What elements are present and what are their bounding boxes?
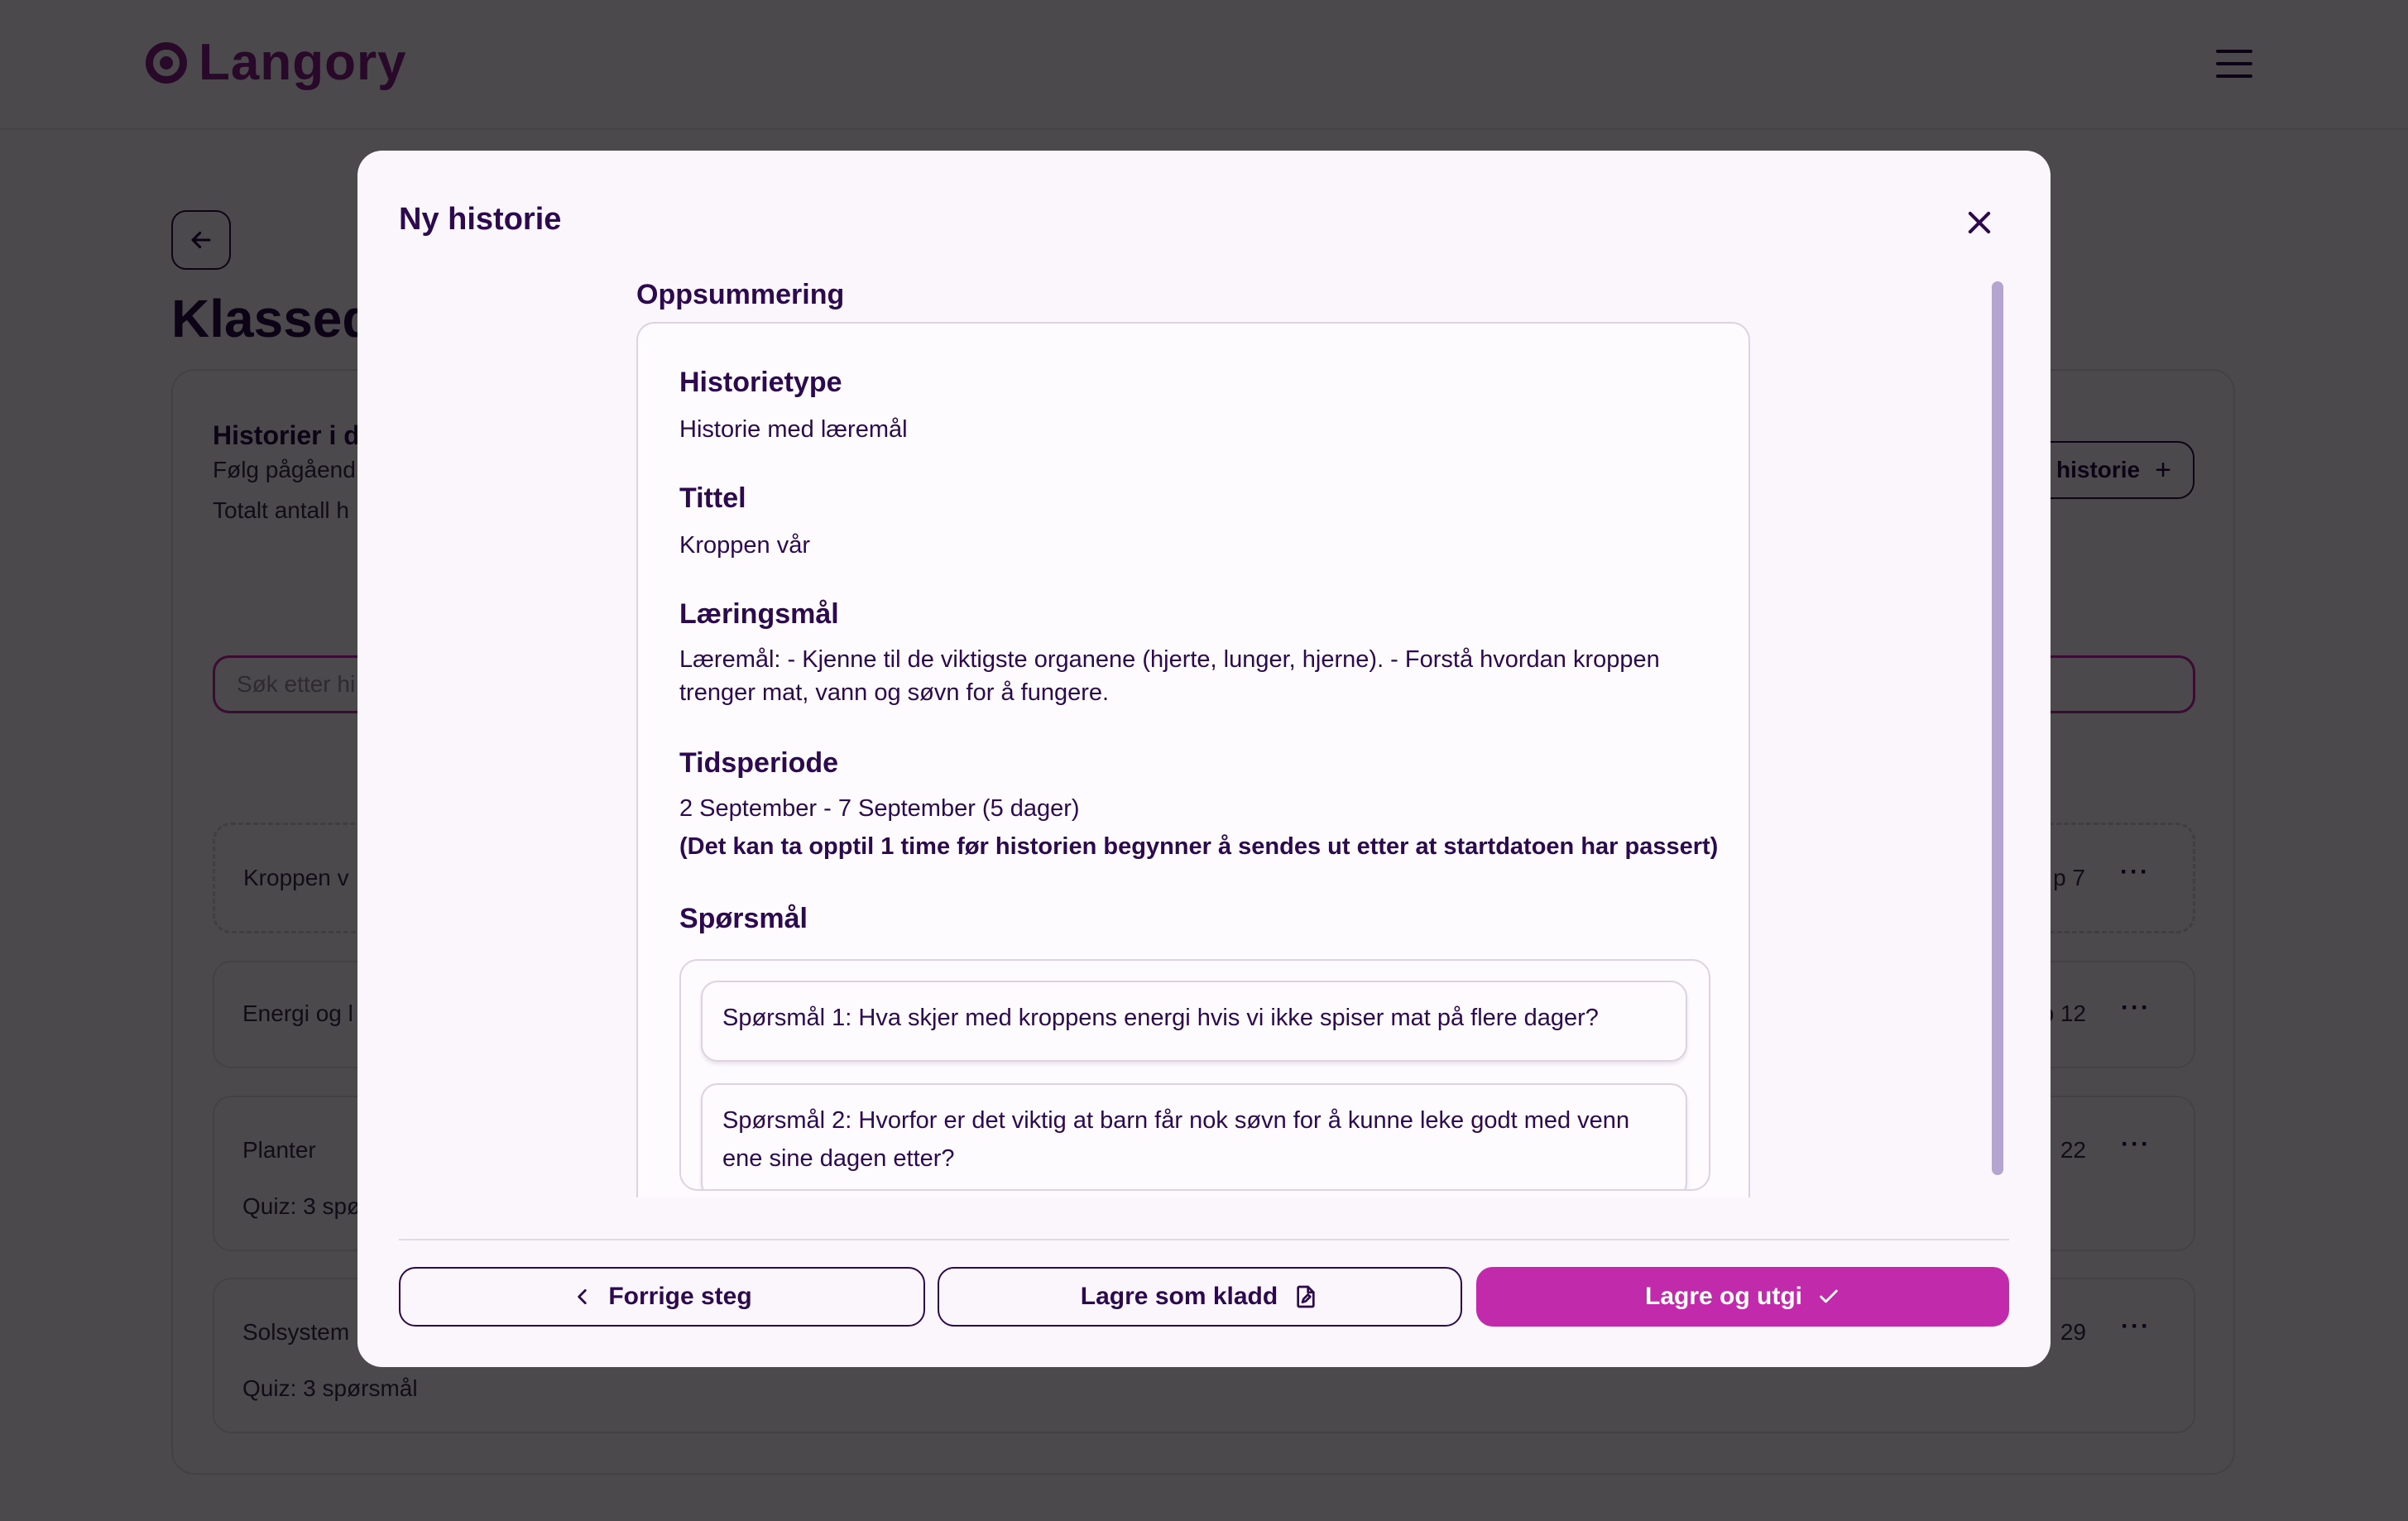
new-story-dialog xyxy=(357,151,2051,1367)
time-period-label: Tidsperiode xyxy=(679,747,839,779)
questions-label: Spørsmål xyxy=(679,903,808,934)
save-draft-button[interactable] xyxy=(938,1267,1462,1327)
save-and-publish-button[interactable] xyxy=(1476,1267,2009,1327)
save-and-publish-label: Lagre og utgi xyxy=(1645,1283,1802,1310)
story-type-value: Historie med læremål xyxy=(679,416,908,443)
time-period-value: 2 September - 7 September (5 dager) xyxy=(679,795,1080,822)
dialog-title: Ny historie xyxy=(399,202,562,237)
previous-step-button[interactable] xyxy=(399,1267,925,1327)
close-button[interactable] xyxy=(1959,202,2000,243)
close-icon xyxy=(1964,207,1995,238)
scrollbar[interactable] xyxy=(1992,281,2003,1175)
story-type-label: Historietype xyxy=(679,367,842,398)
time-period-note: (Det kan ta opptil 1 time før historien begynner å sendes ut etter at startdatoen har passert) xyxy=(679,833,1719,860)
previous-step-label: Forrige steg xyxy=(608,1283,752,1310)
title-label: Tittel xyxy=(679,482,746,514)
title-value: Kroppen vår xyxy=(679,532,810,559)
learning-goals-label: Læringsmål xyxy=(679,598,839,630)
question-item: Spørsmål 2: Hvorfor er det viktig at barn får nok søvn for å kunne leke godt med venn ene sine dagen etter? xyxy=(701,1083,1687,1191)
question-item: Spørsmål 1: Hva skjer med kroppens energi hvis vi ikke spiser mat på flere dager? xyxy=(701,981,1687,1062)
dialog-scroll-content[interactable] xyxy=(636,279,1960,1197)
learning-goals-value: Læremål: - Kjenne til de viktigste organene (hjerte, lunger, hjerne). - Forstå hvordan kroppen trenger mat, vann og søvn for å fungere. xyxy=(679,646,1660,706)
summary-box xyxy=(636,322,1750,1197)
questions-list xyxy=(679,959,1710,1191)
check-icon xyxy=(1817,1285,1840,1308)
file-edit-icon xyxy=(1293,1283,1319,1310)
summary-heading: Oppsummering xyxy=(636,279,845,310)
save-draft-label: Lagre som kladd xyxy=(1080,1283,1278,1310)
footer-divider xyxy=(399,1239,2009,1240)
chevron-left-icon xyxy=(572,1286,593,1307)
